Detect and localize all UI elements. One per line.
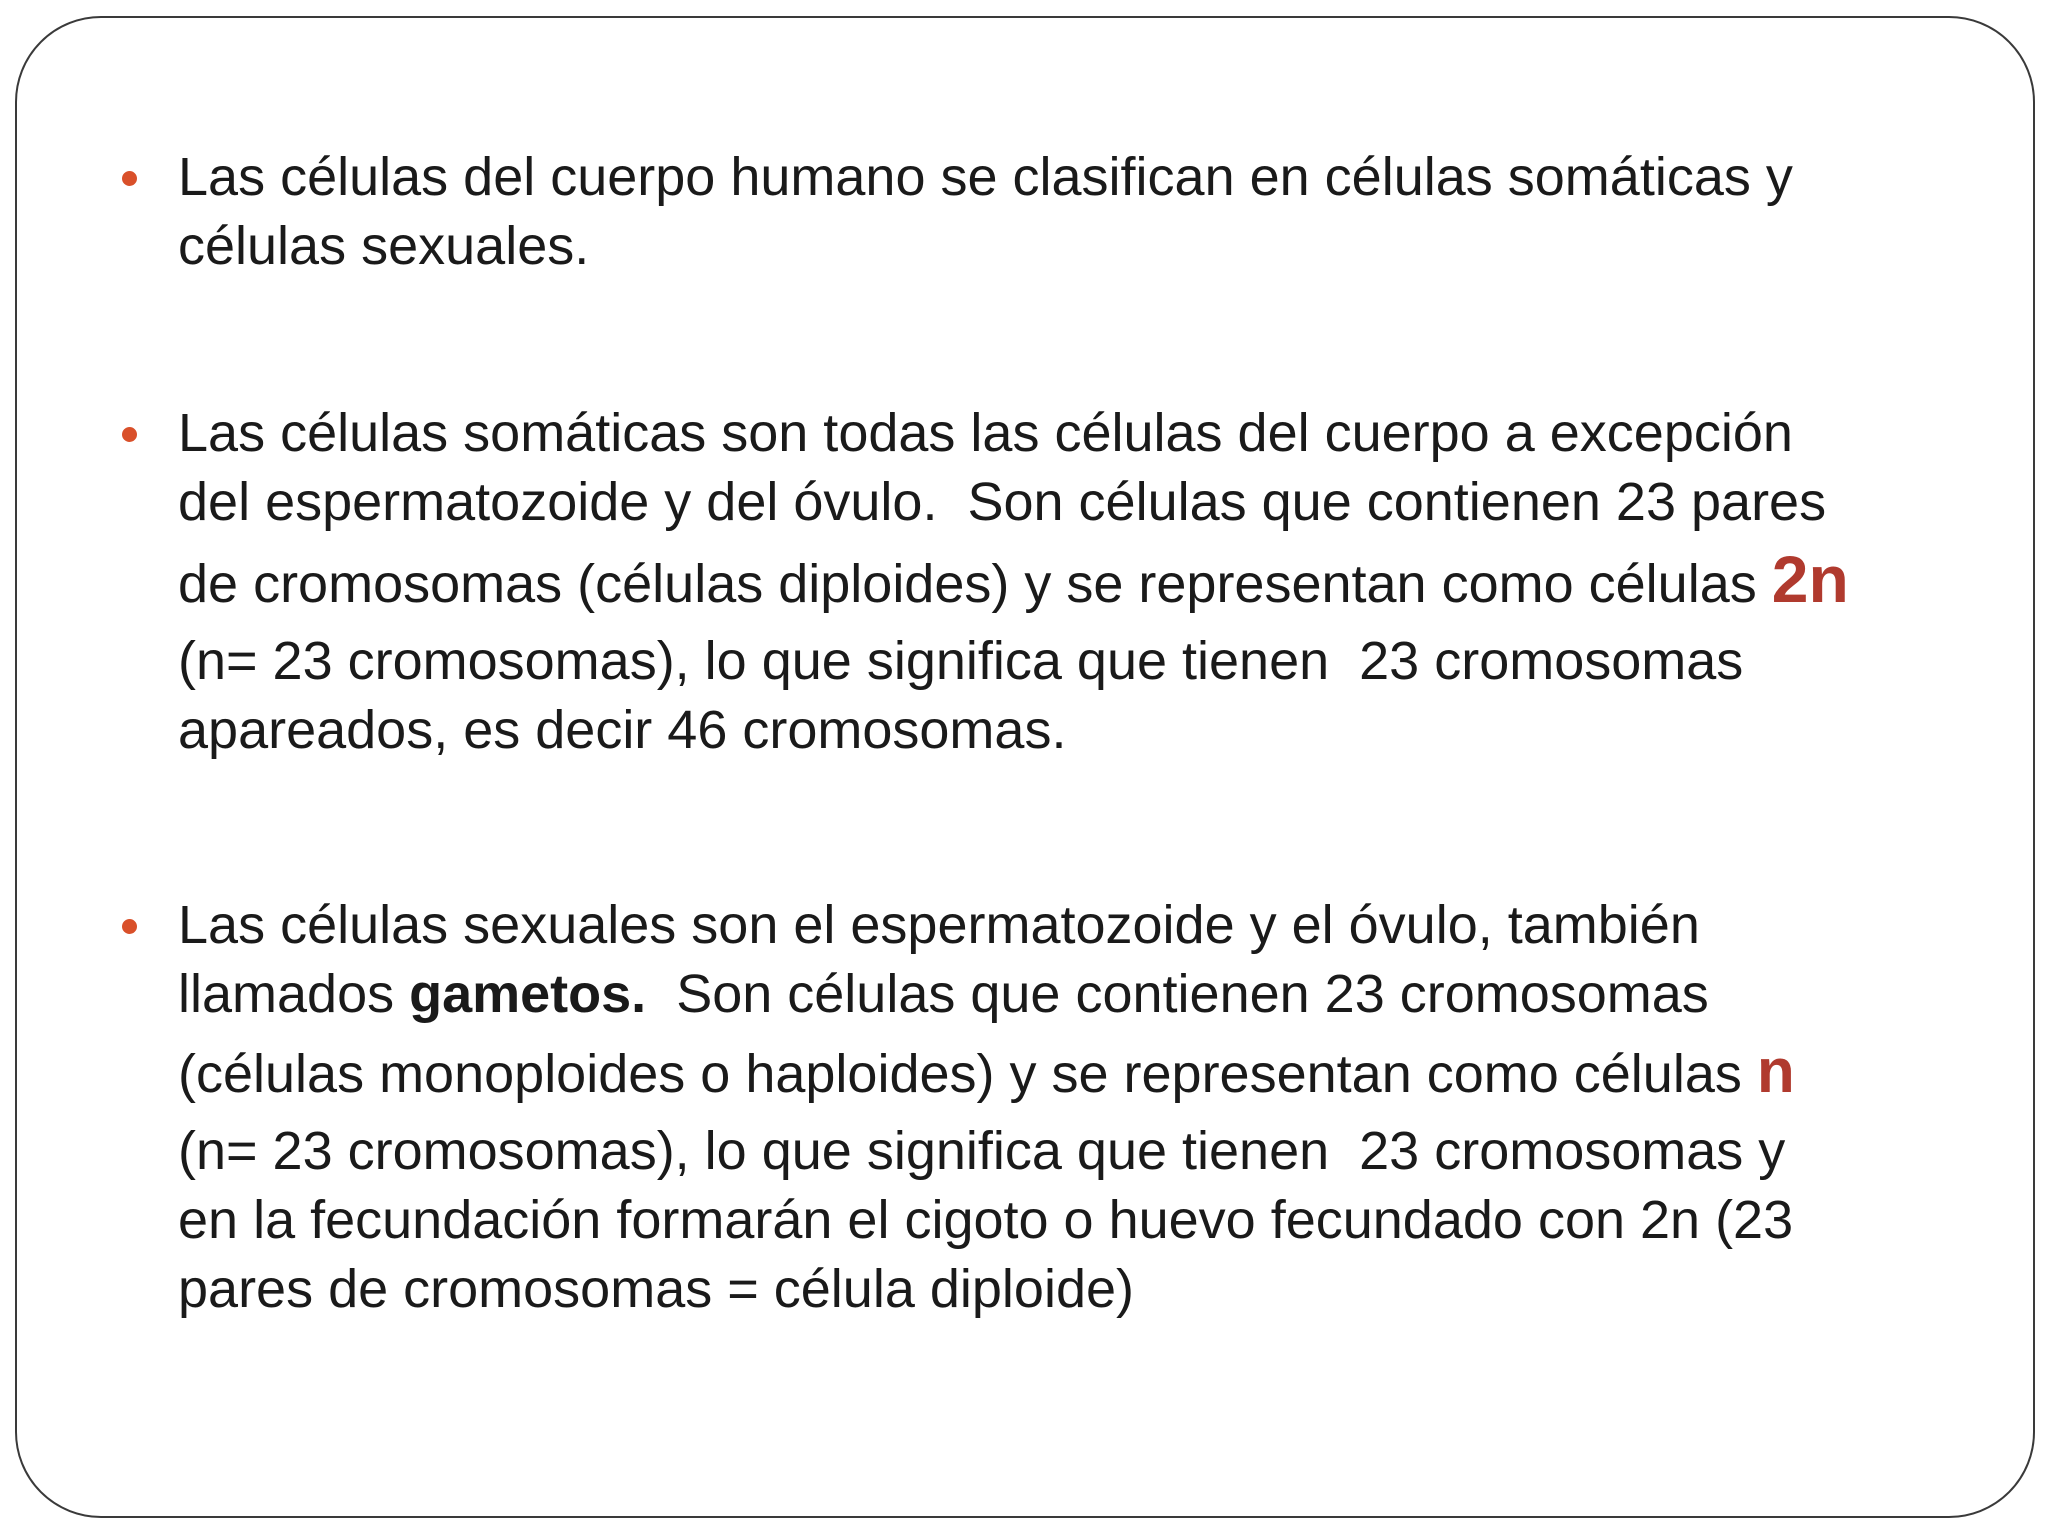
bullet-text-segment: Son células que contienen 23 cromosomas bbox=[646, 964, 1709, 1024]
bullet-text-line bbox=[178, 537, 1968, 627]
bullet-text-line: (n= 23 cromosomas), lo que significa que tienen 23 cromosomas y bbox=[178, 1121, 1786, 1181]
bullet-dot-icon bbox=[122, 171, 137, 186]
bullet-text-line: en la fecundación formarán el cigoto o huevo fecundado con 2n (23 bbox=[178, 1190, 1794, 1250]
bullet-text-line: del espermatozoide y del óvulo. Son células que contienen 23 pares bbox=[178, 472, 1827, 532]
bullet-text-line: pares de cromosomas = célula diploide) bbox=[178, 1259, 1134, 1319]
bullet-text-line: Las células sexuales son el espermatozoide y el óvulo, también bbox=[178, 895, 1700, 955]
bullet-text-line: Las células somáticas son todas las células del cuerpo a excepción bbox=[178, 403, 1793, 463]
bullet-text-segment: de cromosomas (células diploides) y se representan como células bbox=[178, 554, 1772, 614]
bullet-item-somatic-cells bbox=[178, 399, 1968, 765]
bullet-text-line: apareados, es decir 46 cromosomas. bbox=[178, 700, 1067, 760]
bullet-dot-icon bbox=[122, 919, 137, 934]
bullet-text-line: (n= 23 cromosomas), lo que significa que tienen 23 cromosomas bbox=[178, 631, 1744, 691]
bullet-item-sex-cells bbox=[178, 891, 1968, 1324]
bullet-dot-icon bbox=[122, 427, 137, 442]
haploid-n-label: n bbox=[1756, 1037, 1795, 1106]
bullet-text-segment: llamados bbox=[178, 964, 410, 1024]
bullet-text-line: células sexuales. bbox=[178, 216, 590, 276]
bullet-text-line bbox=[178, 960, 1968, 1029]
bullet-item-cell-classification bbox=[178, 143, 1968, 281]
diploid-2n-label: 2n bbox=[1771, 542, 1849, 616]
gametos-term: gametos. bbox=[409, 964, 647, 1024]
bullet-text-line bbox=[178, 1029, 1968, 1117]
bullet-text-line: Las células del cuerpo humano se clasifican en células somáticas y bbox=[178, 147, 1793, 207]
bullet-text-segment: (células monoploides o haploides) y se representan como células bbox=[178, 1044, 1757, 1104]
